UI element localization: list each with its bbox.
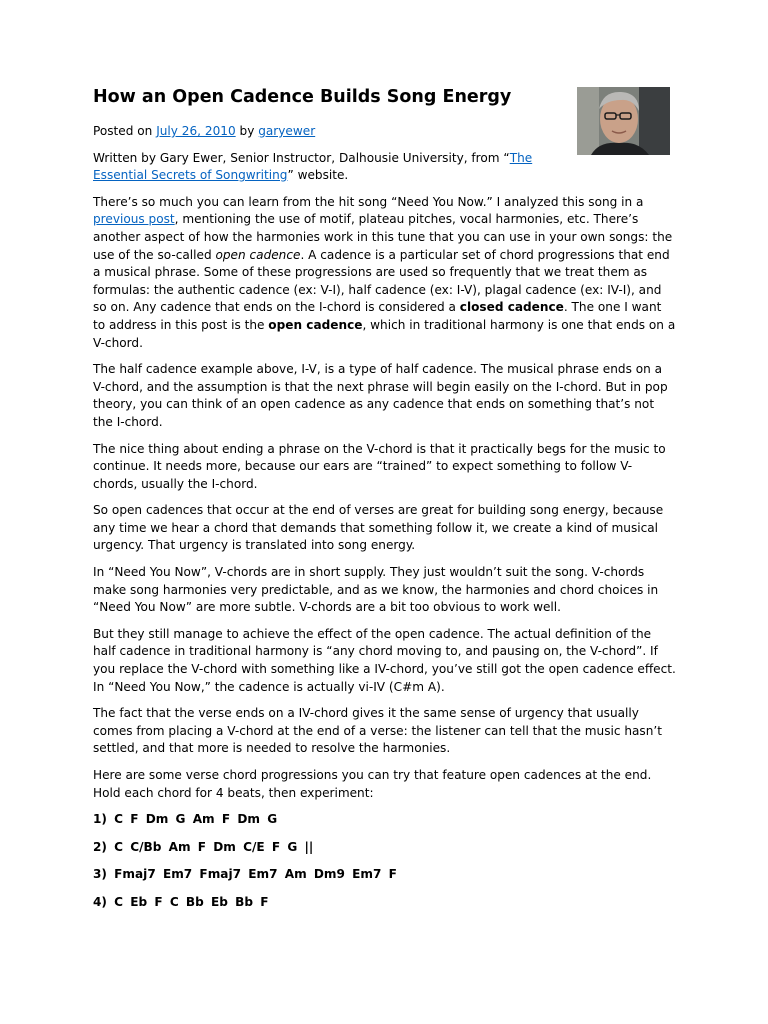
paragraph-1-text-d: . The one I want to address in this post is the <box>93 300 662 332</box>
credit-text-suffix: ” website. <box>287 168 349 183</box>
posted-on-label: Posted on <box>93 124 153 138</box>
closed-cadence-term: closed cadence <box>459 300 564 315</box>
article-title: How an Open Cadence Builds Song Energy <box>93 87 512 107</box>
progression-3: 3) Fmaj7 Em7 Fmaj7 Em7 Am Dm9 Em7 F <box>93 867 397 882</box>
article <box>93 84 676 922</box>
progression-1: 1) C F Dm G Am F Dm G <box>93 812 278 827</box>
paragraph-1 <box>93 194 676 352</box>
progression-2: 2) C C/Bb Am F Dm C/E F G || <box>93 839 314 854</box>
paragraph-7: The fact that the verse ends on a IV-chord gives it the same sense of urgency that usually comes from placing a V-chord at the end of a verse: the listener can tell that the music hasn’t settled, and that more is needed to resolve the harmonies. <box>93 706 662 756</box>
paragraph-5: In “Need You Now”, V-chords are in short supply. They just wouldn’t suit the song. V-chords make song harmonies very predictable, and as we know, the harmonies and chord choices in “Need You Now” are more subtle. V-chords are a bit too obvious to work well. <box>93 565 659 615</box>
author-credit <box>93 150 563 185</box>
paragraph-1-text-b: , mentioning the use of motif, plateau pitches, vocal harmonies, etc. There’s another aspect of how the harmonies work in this tune that you can use in your own songs: the use of the so-called <box>93 212 673 262</box>
paragraph-1-text-c: . A cadence is a particular set of chord progressions that end a musical phrase. Some of these progressions are used so frequently that we treat them as formulas: the authentic cadence (ex: V-I), half cadence (ex: I-V), plagal cadence (ex: IV-I), and so on. Any cadence that ends on the I-chord is considered a <box>93 247 670 315</box>
open-cadence-term: open cadence <box>215 247 301 262</box>
by-label: by <box>239 124 255 138</box>
credit-text-prefix: Written by Gary Ewer, Senior Instructor, Dalhousie University, from “ <box>93 150 510 165</box>
paragraph-3: The nice thing about ending a phrase on the V-chord is that it practically begs for the music to continue. It needs more, because our ears are “trained” to expect something to follow V-chords, usually the I-chord. <box>93 441 666 491</box>
paragraph-1-text-e: , which in traditional harmony is one that ends on a V-chord. <box>93 317 676 350</box>
website-link[interactable]: The Essential Secrets of Songwriting <box>93 150 533 183</box>
progression-4: 4) C Eb F C Bb Eb Bb F <box>93 894 269 909</box>
paragraph-8: Here are some verse chord progressions you can try that feature open cadences at the end. Hold each chord for 4 beats, then experiment: <box>93 768 652 800</box>
author-link[interactable]: garyewer <box>258 124 316 138</box>
paragraph-6: But they still manage to achieve the effect of the open cadence. The actual definition of the half cadence in traditional harmony is “any chord moving to, and pausing on, the V-chord”. If you replace the V-chord with something like a IV-chord, you’ve still got the open cadence effect. In “Need You Now,” the cadence is actually vi-IV (C#m A). <box>93 626 676 694</box>
post-meta <box>93 123 563 141</box>
previous-post-link[interactable]: previous post <box>93 212 175 227</box>
open-cadence-bold-term: open cadence <box>268 317 363 332</box>
paragraph-4: So open cadences that occur at the end of verses are great for building song energy, because any time we hear a chord that demands that something follow it, we create a kind of musical urgency. That urgency is translated into song energy. <box>93 503 664 553</box>
paragraph-2: The half cadence example above, I-V, is a type of half cadence. The musical phrase ends on a V-chord, and the assumption is that the next phrase will begin easily on the I-chord. But in pop theory, you can think of an open cadence as any cadence that ends on something that’s not the I-chord. <box>93 362 668 429</box>
post-date-link[interactable]: July 26, 2010 <box>156 124 236 138</box>
paragraph-1-text-a: There’s so much you can learn from the hit song “Need You Now.” I analyzed this song in a <box>93 194 644 209</box>
